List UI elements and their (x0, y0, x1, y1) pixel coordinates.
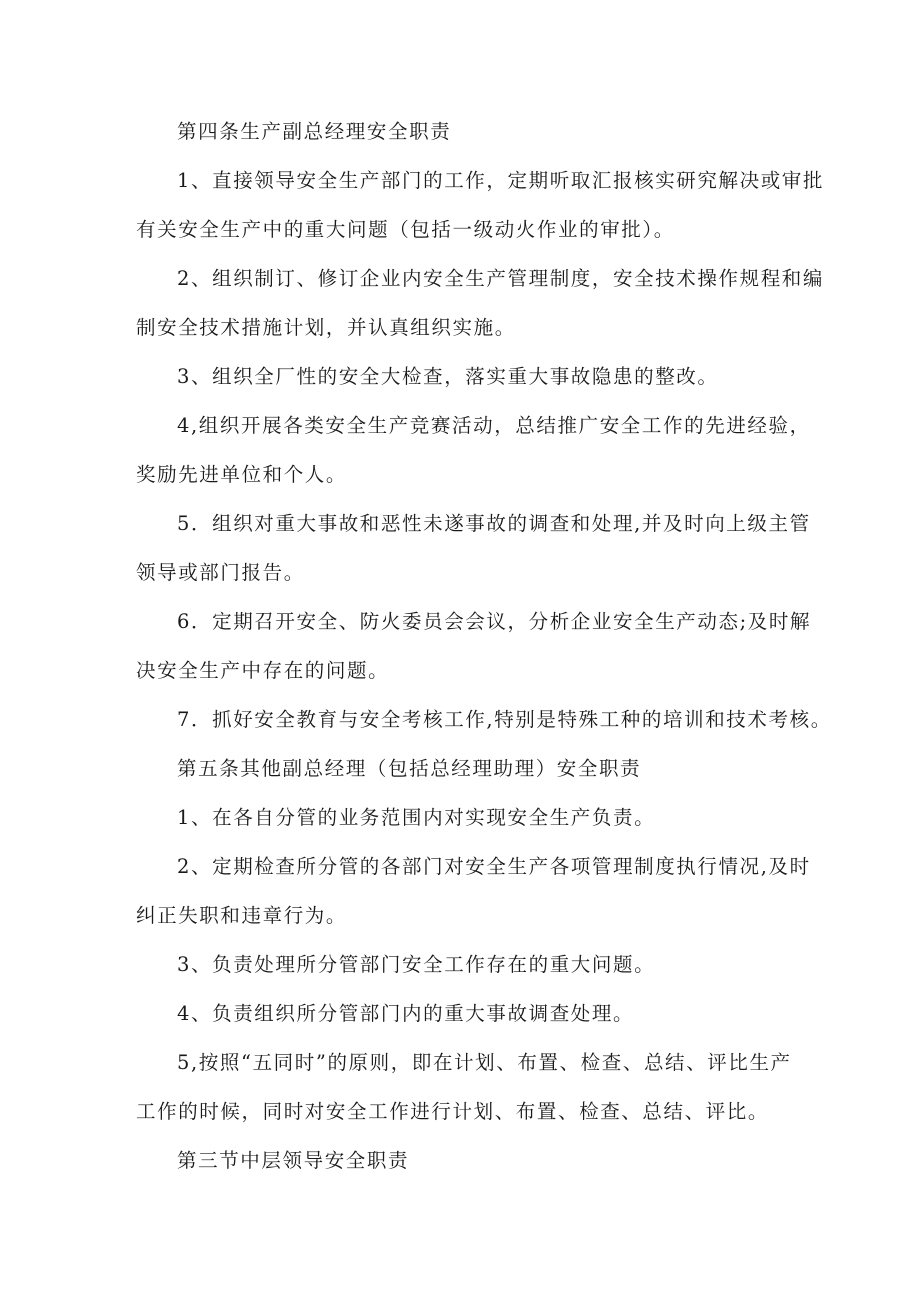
paragraph-line: 1、在各自分管的业务范围内对实现安全生产负责。 (177, 806, 656, 829)
paragraph-line: 1、直接领导安全生产部门的工作，定期听取汇报核实研究解决或审批 (177, 169, 825, 192)
paragraph-line: 4、负责组织所分管部门内的重大事故调查处理。 (177, 1002, 635, 1025)
paragraph-line: 制安全技术措施计划，并认真组织实施。 (136, 316, 516, 339)
paragraph-line: 3、组织全厂性的安全大检查，落实重大事故隐患的整改。 (177, 365, 719, 388)
paragraph-line: 工作的时候，同时对安全工作进行计划、布置、检查、总结、评比。 (136, 1100, 770, 1123)
paragraph-line: 6．定期召开安全、防火委员会会议，分析企业安全生产动态;及时解 (177, 610, 812, 633)
paragraph-line: 决安全生产中存在的问题。 (136, 659, 390, 682)
article-4-heading: 第四条生产副总经理安全职责 (177, 120, 452, 143)
paragraph-line: 7．抓好安全教育与安全考核工作,特别是特殊工种的培训和技术考核。 (177, 708, 832, 731)
paragraph-line: 领导或部门报告。 (136, 561, 305, 584)
paragraph-line: 4,组织开展各类安全生产竞赛活动，总结推广安全工作的先进经验， (177, 414, 811, 437)
article-5-heading: 第五条其他副总经理（包括总经理助理）安全职责 (177, 757, 642, 780)
paragraph-line: 3、负责处理所分管部门安全工作存在的重大问题。 (177, 953, 656, 976)
paragraph-line: 有关安全生产中的重大问题（包括一级动火作业的审批）。 (136, 218, 675, 241)
paragraph-line: 5．组织对重大事故和恶性未遂事故的调查和处理,并及时向上级主管 (177, 512, 811, 535)
paragraph-line: 奖励先进单位和个人。 (136, 463, 348, 486)
paragraph-line: 纠正失职和违章行为。 (136, 904, 348, 927)
paragraph-line: 5,按照“五同时”的原则，即在计划、布置、检查、总结、评比生产 (177, 1051, 792, 1074)
section-3-heading: 第三节中层领导安全职责 (177, 1149, 410, 1172)
paragraph-line: 2、定期检查所分管的各部门对安全生产各项管理制度执行情况,及时 (177, 855, 811, 878)
paragraph-line: 2、组织制订、修订企业内安全生产管理制度，安全技术操作规程和编 (177, 267, 825, 290)
